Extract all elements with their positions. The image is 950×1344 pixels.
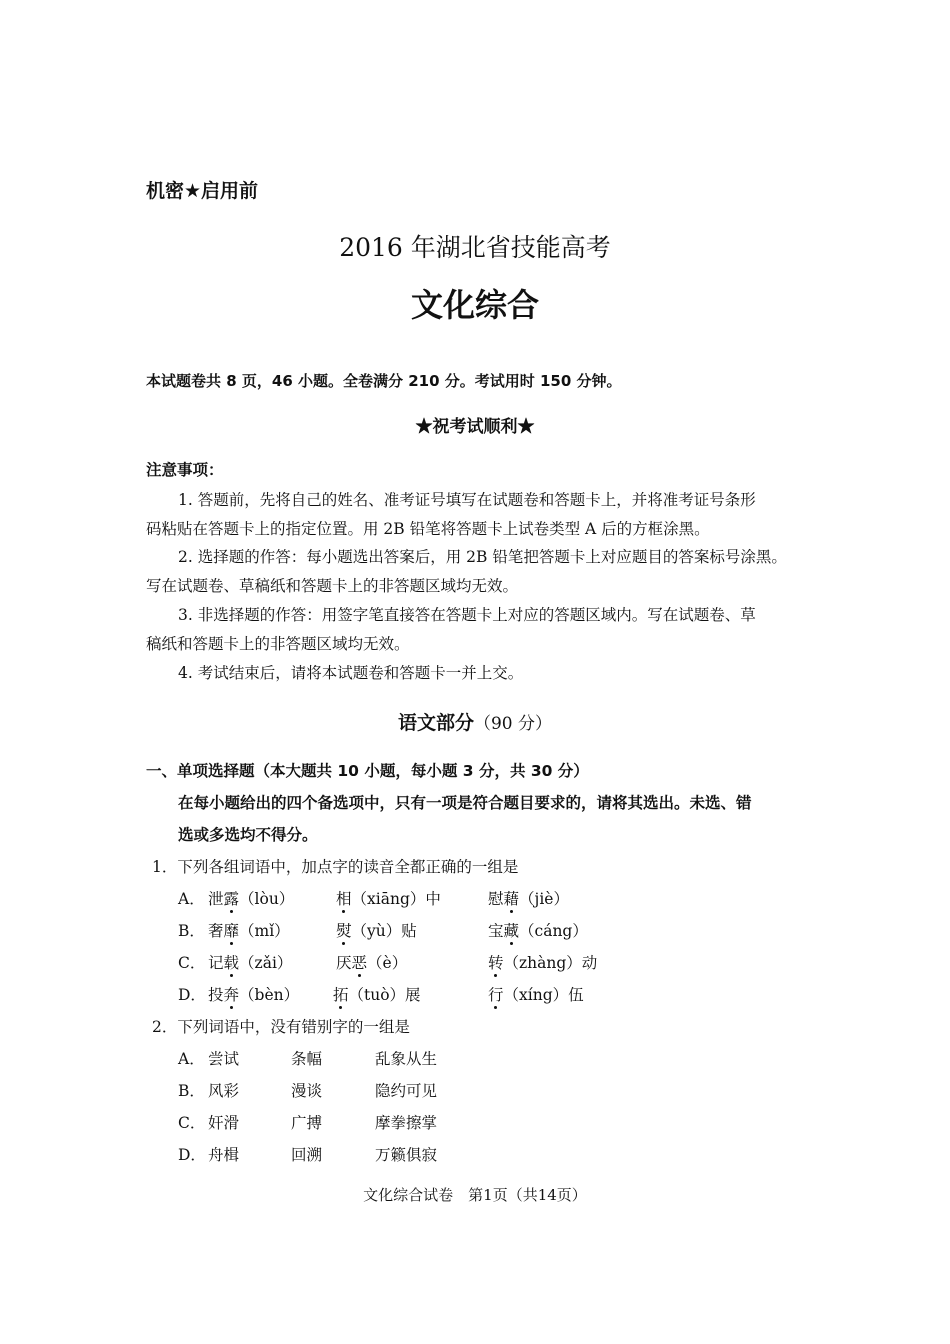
dotted-char: 藏: [503, 922, 520, 940]
option-label: D．: [178, 1146, 206, 1164]
option-word-1: 风彩: [208, 1082, 240, 1100]
dotted-char: 露: [223, 890, 240, 908]
note-2b: 写在试题卷、草稿纸和答题卡上的非答题区域均无效。: [146, 577, 519, 595]
pinyin: （xiāng）中: [351, 890, 441, 908]
option-word-1: [208, 949, 292, 978]
note-2a: 2. 选择题的作答：每小题选出答案后，用 2B 铅笔把答题卡上对应题目的答案标号涂黑。: [178, 548, 787, 566]
option-word-2: [336, 885, 441, 914]
option-word-1: [208, 981, 299, 1010]
note-3a: 3. 非选择题的作答：用签字笔直接答在答题卡上对应的答题区域内。写在试题卷、草: [178, 606, 756, 624]
section-score: （90 分）: [473, 714, 553, 734]
pinyin: （lòu）: [239, 890, 295, 908]
part1-heading: 一、单项选择题（本大题共 10 小题，每小题 3 分，共 30 分）: [146, 762, 589, 780]
option-word-2: 广搏: [291, 1114, 323, 1132]
exam-intro: 本试题卷共 8 页，46 小题。全卷满分 210 分。考试用时 150 分钟。: [146, 372, 622, 390]
q1-option-d: [178, 981, 584, 1010]
pinyin: （xíng）伍: [503, 986, 584, 1004]
pinyin: （è）: [367, 954, 408, 972]
option-label: A．: [178, 1050, 205, 1068]
pinyin: （bèn）: [239, 986, 300, 1004]
dotted-char: 藉: [503, 890, 520, 908]
note-1b: 码粘贴在答题卡上的指定位置。用 2B 铅笔将答题卡上试卷类型 A 后的方框涂黑。: [146, 520, 710, 538]
dotted-char: 奔: [223, 986, 240, 1004]
option-word-1: 奸滑: [208, 1114, 240, 1132]
q1-stem: 1．下列各组词语中，加点字的读音全都正确的一组是: [152, 858, 519, 876]
dotted-char: 靡: [223, 922, 240, 940]
q2-option-a: [178, 1045, 438, 1074]
exam-title: 2016 年湖北省技能高考: [339, 233, 611, 262]
char: 厌: [336, 954, 352, 972]
char: 奢: [208, 922, 224, 940]
q2-option-c: [178, 1109, 438, 1138]
q2-option-d: [178, 1141, 438, 1170]
pinyin: （mǐ）: [239, 922, 290, 940]
dotted-char: 行: [488, 986, 504, 1004]
option-label: B．: [178, 922, 205, 940]
section-title: [0, 708, 950, 735]
option-word-2: [336, 949, 407, 978]
note-3b: 稿纸和答题卡上的非答题区域均无效。: [146, 635, 410, 653]
pinyin: （zǎi）: [239, 954, 293, 972]
pinyin: （tuò）展: [348, 986, 421, 1004]
char: 记: [208, 954, 224, 972]
option-word-2: [336, 917, 417, 946]
char: 泄: [208, 890, 224, 908]
section-name: 语文部分: [397, 712, 474, 734]
option-label: D．: [178, 986, 206, 1004]
confidential-label: 机密★启用前: [146, 180, 259, 202]
page-footer: 文化综合试卷 第1页（共14页）: [363, 1186, 587, 1204]
note-1a: 1. 答题前，先将自己的姓名、准考证号填写在试题卷和答题卡上，并将准考证号条形: [178, 491, 756, 509]
option-word-2: 回溯: [291, 1146, 323, 1164]
dotted-char: 恶: [351, 954, 368, 972]
option-word-1: 尝试: [208, 1050, 240, 1068]
option-word-2: [333, 981, 421, 1010]
q1-option-a: [178, 885, 569, 914]
dotted-char: 载: [223, 954, 240, 972]
char: 投: [208, 986, 224, 1004]
option-word-1: 舟楫: [208, 1146, 240, 1164]
dotted-char: 熨: [336, 922, 352, 940]
q1-option-c: [178, 949, 598, 978]
option-label: C．: [178, 954, 206, 972]
dotted-char: 相: [336, 890, 352, 908]
option-label: A．: [178, 890, 205, 908]
note-4: 4. 考试结束后，请将本试题卷和答题卡一并上交。: [178, 664, 524, 682]
option-word-3: [488, 981, 584, 1010]
option-word-1: [208, 885, 294, 914]
option-word-3: [488, 885, 569, 914]
option-word-3: 乱象从生: [375, 1050, 438, 1068]
option-label: B．: [178, 1082, 205, 1100]
dotted-char: 转: [488, 954, 504, 972]
part1-instruction-2: 选或多选均不得分。: [178, 826, 318, 844]
option-word-2: 条幅: [291, 1050, 323, 1068]
pinyin: （yù）贴: [351, 922, 417, 940]
char: 宝: [488, 922, 504, 940]
q1-option-b: [178, 917, 588, 946]
option-label: C．: [178, 1114, 206, 1132]
exam-subject: 文化综合: [410, 286, 539, 324]
notes-heading: 注意事项：: [146, 461, 224, 479]
option-word-3: 摩拳擦掌: [375, 1114, 438, 1132]
option-word-3: 隐约可见: [375, 1082, 438, 1100]
q2-option-b: [178, 1077, 438, 1106]
pinyin: （jiè）: [519, 890, 569, 908]
option-word-3: 万籁俱寂: [375, 1146, 438, 1164]
char: 慰: [488, 890, 504, 908]
good-luck-banner: ★祝考试顺利★: [415, 417, 535, 437]
dotted-char: 拓: [333, 986, 349, 1004]
option-word-3: [488, 917, 588, 946]
pinyin: （zhàng）动: [503, 954, 598, 972]
q2-stem: 2．下列词语中，没有错别字的一组是: [152, 1018, 410, 1036]
option-word-3: [488, 949, 597, 978]
option-word-1: [208, 917, 290, 946]
part1-instruction-1: 在每小题给出的四个备选项中，只有一项是符合题目要求的，请将其选出。未选、错: [178, 794, 752, 812]
pinyin: （cáng）: [519, 922, 588, 940]
option-word-2: 漫谈: [291, 1082, 323, 1100]
